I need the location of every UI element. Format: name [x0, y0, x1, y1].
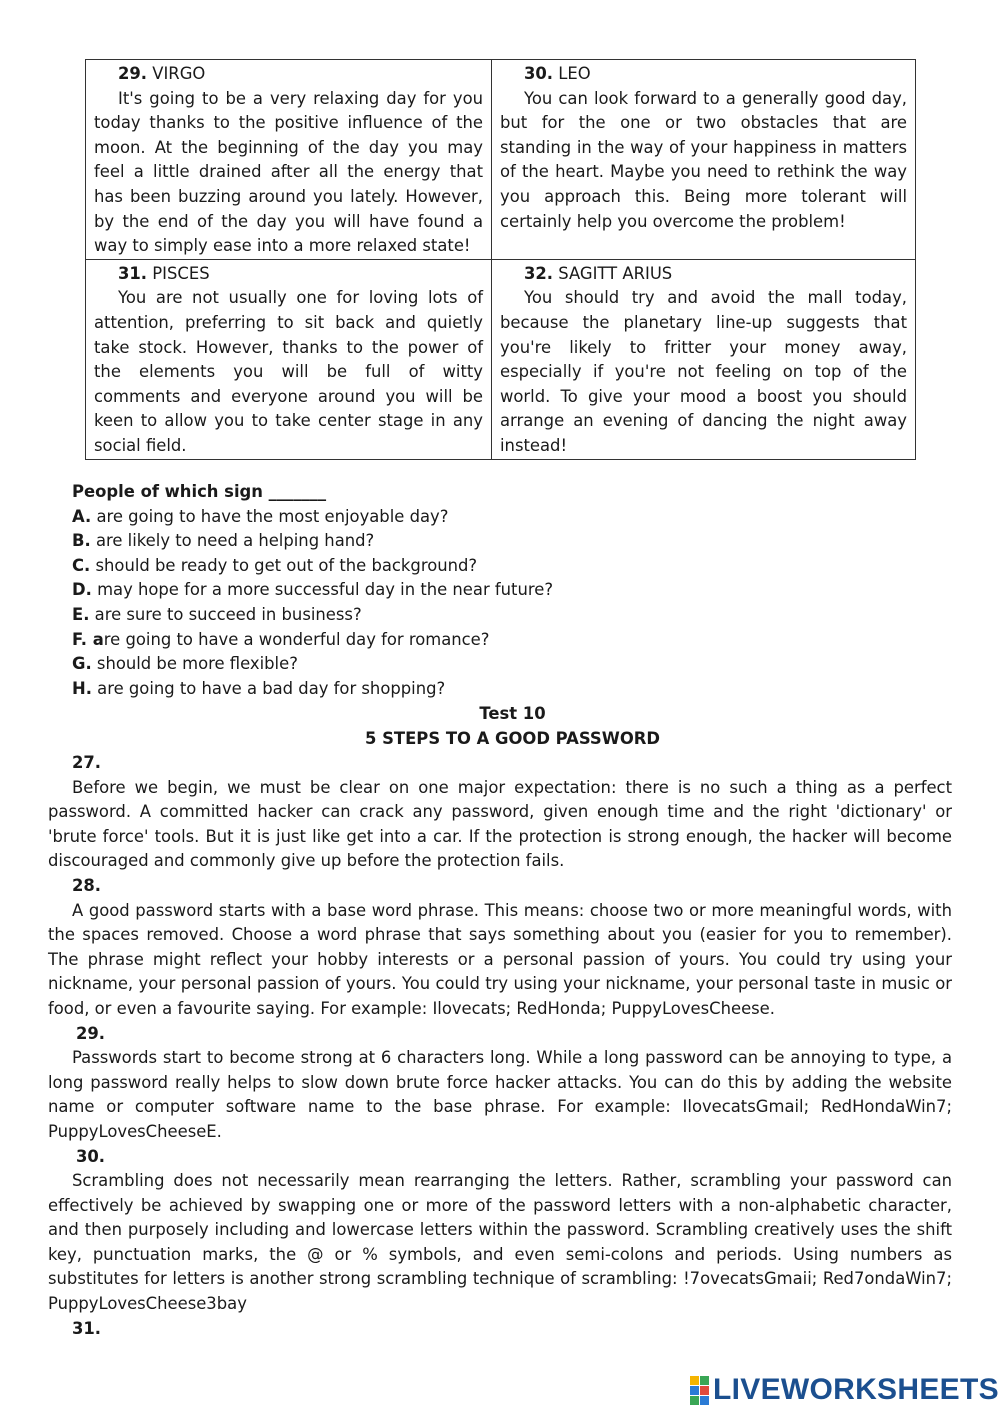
answer-option	[72, 652, 952, 677]
horoscope-text: It's going to be a very relaxing day for you today thanks to the positive influence of the moon. At the beginning of the day you may feel a little drained after all the energy that has been buzzing around you lately. However, by the end of the day you will have found a way to simply ease into a more relaxed state!	[94, 88, 483, 256]
answer-option	[72, 677, 952, 702]
liveworksheets-logo[interactable]	[690, 1373, 999, 1407]
paragraph-text: Before we begin, we must be clear on one major expectation: there is no such a thing as a perfect password. A committed hacker can crack any password, given enough time and the right 'dictionary' or 'brute force' tools. But it is just like get into a car. If the protection is strong enough, the hacker will become discouraged and commonly give up before the protection fails.	[48, 777, 952, 871]
option-letter: B.	[72, 531, 91, 551]
horoscope-number: 30.	[524, 64, 554, 83]
option-text: are going to have a bad day for shopping?	[97, 678, 446, 698]
question-block	[72, 480, 952, 701]
answer-option	[72, 628, 952, 653]
question-prompt: People of which sign _______	[72, 482, 327, 501]
paragraph-number: 30.	[76, 1146, 106, 1166]
option-letter: F. a	[72, 629, 104, 649]
horoscope-number: 29.	[118, 64, 148, 83]
option-text: are going to have the most enjoyable day?	[96, 506, 449, 526]
logo-tile	[690, 1396, 699, 1405]
horoscope-text: You can look forward to a generally good day, but for the one or two obstacles that are standing in the way of your happiness in matters of the heart. Maybe you need to rethink the way you approach this. Being more tolerant will certainly help you overcome the problem!	[500, 88, 907, 231]
horoscope-text: You should try and avoid the mall today, because the planetary line-up suggests that you're likely to fritter your money away, especially if you're not feeling on top of the world. To give your mood a boost you should arrange an evening of dancing the night away instead!	[500, 288, 907, 455]
option-letter: G.	[72, 654, 92, 674]
logo-tile	[700, 1376, 709, 1385]
paragraph-number: 31.	[72, 1318, 102, 1338]
test-label: Test 10	[479, 704, 546, 723]
option-text: should be more flexible?	[96, 654, 298, 674]
option-letter: E.	[72, 604, 90, 624]
option-letter: D.	[72, 580, 92, 600]
horoscope-text: You are not usually one for loving lots of attention, preferring to sit back and quietly take stock. However, thanks to the power of the elements you will be full of witty comments and everyone around you will be keen to allow you to take center stage in any social field.	[94, 288, 483, 455]
logo-text: LIVEWORKSHEETS	[713, 1373, 999, 1406]
horoscope-sign: SAGITT ARIUS	[558, 263, 673, 283]
horoscope-sign: PISCES	[152, 263, 210, 283]
option-letter: H.	[72, 678, 92, 698]
answer-option	[72, 505, 952, 530]
option-text: are likely to need a helping hand?	[95, 531, 375, 551]
reading-passage	[48, 751, 952, 1341]
answer-option	[72, 603, 952, 628]
horoscope-cell-pisces	[86, 259, 492, 459]
test-heading	[48, 702, 977, 751]
option-letter: C.	[72, 555, 91, 575]
answer-option	[72, 554, 952, 579]
logo-tile	[700, 1396, 709, 1405]
answer-option	[72, 578, 952, 603]
logo-tile	[700, 1386, 709, 1395]
test-title: 5 STEPS TO A GOOD PASSWORD	[365, 728, 660, 748]
paragraph-text: Scrambling does not necessarily mean rearranging the letters. Rather, scrambling your password can effectively be achieved by swapping one or more of the password letters with a non-alphabetic character, and then purposely including and lowercase letters within the password. Scrambling creatively uses the shift key, punctuation marks, the @ or % symbols, and even semi-colons and periods. Using numbers as substitutes for letters is another strong scrambling technique of scrambling: !7ovecatsGmaii; Red7ondaWin7; PuppyLovesCheese3bay	[48, 1171, 952, 1314]
horoscope-cell-sagittarius	[492, 259, 916, 459]
logo-tile	[690, 1376, 699, 1385]
paragraph-text: Passwords start to become strong at 6 characters long. While a long password can be annoying to type, a long password really helps to slow down brute force hacker attacks. You can do this by adding the website name or computer software name to the base phrase. For example: IlovecatsGmail; RedHondaWin7; PuppyLovesCheeseE.	[48, 1048, 952, 1141]
paragraph-text: A good password starts with a base word phrase. This means: choose two or more meaningful words, with the spaces removed. Choose a word phrase that says something about you (easier for you to remember). The phrase might reflect your hobby interests or a personal passion of yours. You could try using your nickname, your personal passion of yours. You could try using your nickname, your personal taste in music or food, or even a favourite saying. For example: Ilovecats; RedHonda; PuppyLovesCheese.	[48, 900, 952, 1018]
horoscope-table	[85, 59, 916, 460]
option-text: should be ready to get out of the background?	[95, 555, 478, 575]
option-text: re going to have a wonderful day for romance?	[103, 629, 490, 649]
horoscope-number: 32.	[524, 263, 554, 283]
answer-option	[72, 529, 952, 554]
paragraph-number: 28.	[72, 875, 102, 895]
logo-tile	[690, 1386, 699, 1395]
horoscope-sign: VIRGO	[152, 64, 206, 83]
horoscope-number: 31.	[118, 263, 148, 283]
option-text: may hope for a more successful day in the near future?	[97, 580, 554, 600]
horoscope-cell-leo	[492, 60, 916, 260]
logo-mark-icon	[690, 1376, 709, 1405]
horoscope-cell-virgo	[86, 60, 492, 260]
horoscope-sign: LEO	[558, 64, 591, 83]
option-text: are sure to succeed in business?	[94, 604, 362, 624]
paragraph-number: 29.	[76, 1023, 106, 1043]
paragraph-number: 27.	[72, 753, 102, 772]
option-letter: A.	[72, 506, 92, 526]
